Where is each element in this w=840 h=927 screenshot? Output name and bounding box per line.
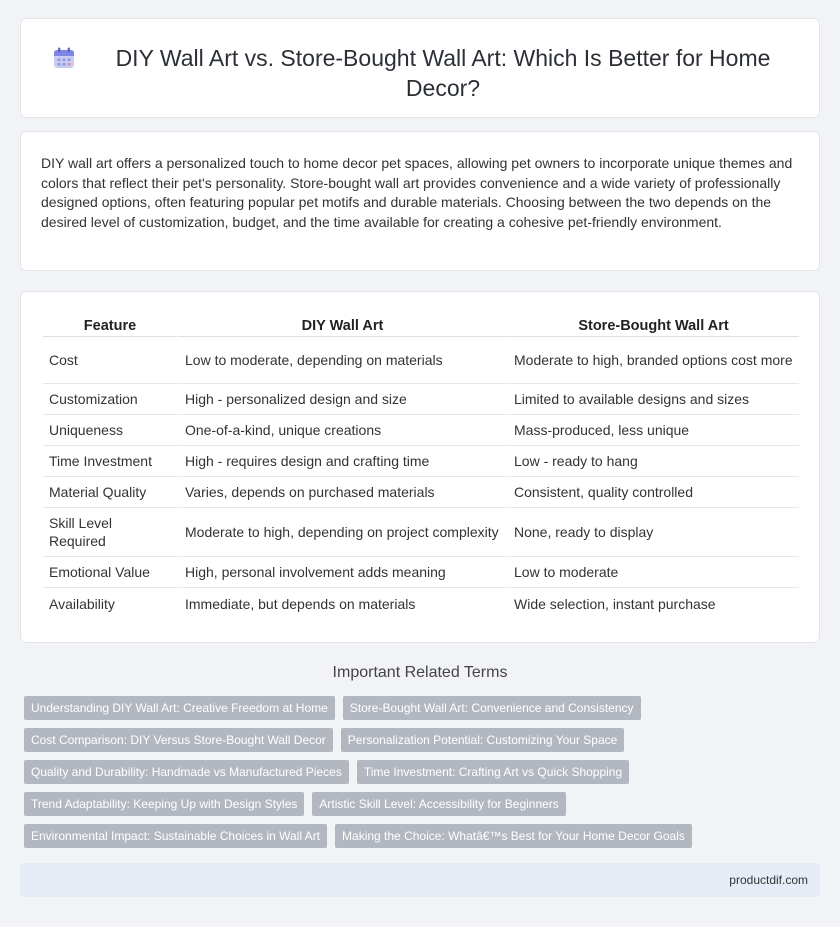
cell-feature: Emotional Value [43, 557, 177, 588]
table-row [43, 588, 799, 619]
header-card [20, 18, 820, 118]
related-term-tag[interactable]: Trend Adaptability: Keeping Up with Design Styles [24, 792, 304, 816]
cell-feature: Cost [43, 337, 177, 384]
table-row [43, 508, 799, 557]
page-title: DIY Wall Art vs. Store-Bought Wall Art: Which Is Better for Home Decor? [115, 45, 771, 101]
cell-store-bought: Low - ready to hang [506, 446, 799, 477]
header-diy: DIY Wall Art [177, 316, 506, 337]
table-row [43, 384, 799, 415]
comparison-table [43, 316, 799, 619]
cell-feature: Time Investment [43, 446, 177, 477]
cell-store-bought: Low to moderate [506, 557, 799, 588]
cell-diy: Varies, depends on purchased materials [177, 477, 506, 508]
cell-feature: Material Quality [43, 477, 177, 508]
table-row [43, 337, 799, 384]
table-row [43, 477, 799, 508]
related-term-tag[interactable]: Quality and Durability: Handmade vs Manufactured Pieces [24, 760, 349, 784]
cell-store-bought: None, ready to display [506, 508, 799, 557]
footer-site-link[interactable]: productdif.com [729, 873, 808, 887]
cell-diy: High - personalized design and size [177, 384, 506, 415]
cell-feature: Availability [49, 595, 115, 612]
cell-store-bought: Moderate to high, branded options cost more [506, 337, 799, 384]
cell-store-bought: Consistent, quality controlled [506, 477, 799, 508]
calendar-icon [52, 46, 76, 70]
intro-paragraph: DIY wall art offers a personalized touch to home decor pet spaces, allowing pet owners to incorporate unique themes and colors that reflect their pet's personality. Store-bought wall art provides convenience and a wide variety of professionally designed options, often featuring popular pet motifs and durable materials. Choosing between the two depends on the desired level of customization, budget, and the time available for creating a cohesive pet-friendly environment. [41, 155, 793, 230]
related-term-tag[interactable]: Artistic Skill Level: Accessibility for Beginners [312, 792, 565, 816]
comparison-card [20, 291, 820, 643]
header-store-bought: Store-Bought Wall Art [506, 316, 799, 337]
cell-store-bought: Mass-produced, less unique [506, 415, 799, 446]
table-header-row [43, 316, 799, 337]
cell-store-bought: Wide selection, instant purchase [506, 588, 799, 619]
related-term-tag[interactable]: Understanding DIY Wall Art: Creative Freedom at Home [24, 696, 335, 720]
related-term-tag[interactable]: Store-Bought Wall Art: Convenience and Consistency [343, 696, 641, 720]
related-terms-list [24, 696, 816, 848]
cell-diy: High - requires design and crafting time [177, 446, 506, 477]
header [21, 19, 819, 103]
related-term-tag[interactable]: Time Investment: Crafting Art vs Quick Shopping [357, 760, 629, 784]
cell-diy: Low to moderate, depending on materials [177, 337, 506, 384]
table-row [43, 557, 799, 588]
related-term-tag[interactable]: Cost Comparison: DIY Versus Store-Bought Wall Decor [24, 728, 333, 752]
cell-feature: Uniqueness [43, 415, 177, 446]
cell-store-bought: Limited to available designs and sizes [506, 384, 799, 415]
cell-feature: Skill Level Required [43, 508, 177, 557]
cell-diy: High, personal involvement adds meaning [177, 557, 506, 588]
table-row [43, 446, 799, 477]
footer [20, 863, 820, 897]
related-term-tag[interactable]: Making the Choice: Whatâ€™s Best for Your Home Decor Goals [335, 824, 692, 848]
intro-card [20, 131, 820, 271]
header-feature: Feature [43, 316, 177, 337]
cell-diy: One-of-a-kind, unique creations [177, 415, 506, 446]
related-term-tag[interactable]: Personalization Potential: Customizing Your Space [341, 728, 625, 752]
cell-diy: Immediate, but depends on materials [177, 588, 506, 619]
cell-diy: Moderate to high, depending on project complexity [177, 508, 506, 557]
related-terms-heading: Important Related Terms [332, 664, 508, 681]
related-term-tag[interactable]: Environmental Impact: Sustainable Choices in Wall Art [24, 824, 327, 848]
table-row [43, 415, 799, 446]
cell-feature: Customization [43, 384, 177, 415]
